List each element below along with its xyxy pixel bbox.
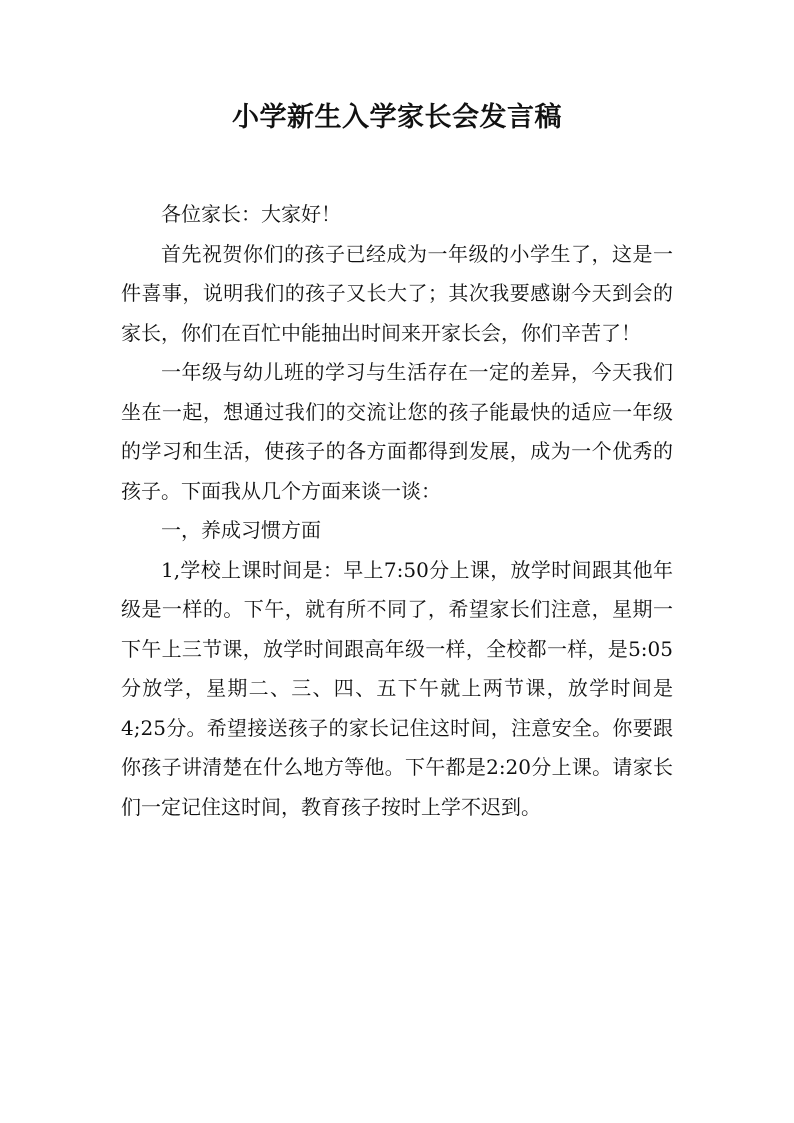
paragraph-schedule: 1,学校上课时间是：早上7:50分上课，放学时间跟其他年级是一样的。下午，就有所不同了，希望家长们注意，星期一下午上三节课，放学时间跟高年级一样，全校都一样，是5:05分放学，星期二、三、四、五下午就上两节课，放学时间是4;25分。希望接送孩子的家长记住这时间，注意安全。你要跟你孩子讲清楚在什么地方等他。下午都是2:20分上课。请家长们一定记住这时间，教育孩子按时上学不迟到。 [121, 557, 673, 819]
paragraph-introduction: 一年级与幼儿班的学习与生活存在一定的差异，今天我们坐在一起，想通过我们的交流让您的孩子能最快的适应一年级的学习和生活，使孩子的各方面都得到发展，成为一个优秀的孩子。下面我从几个方面来谈一谈： [121, 360, 673, 503]
paragraph-congratulations: 首先祝贺你们的孩子已经成为一年级的小学生了，这是一件喜事，说明我们的孩子又长大了；其次我要感谢今天到会的家长，你们在百忙中能抽出时间来开家长会，你们辛苦了！ [121, 241, 673, 345]
document-body [121, 195, 673, 827]
document-title: 小学新生入学家长会发言稿 [232, 102, 562, 133]
paragraph-greeting: 各位家长：大家好！ [161, 202, 341, 226]
section-heading-habits: 一，养成习惯方面 [161, 518, 321, 542]
